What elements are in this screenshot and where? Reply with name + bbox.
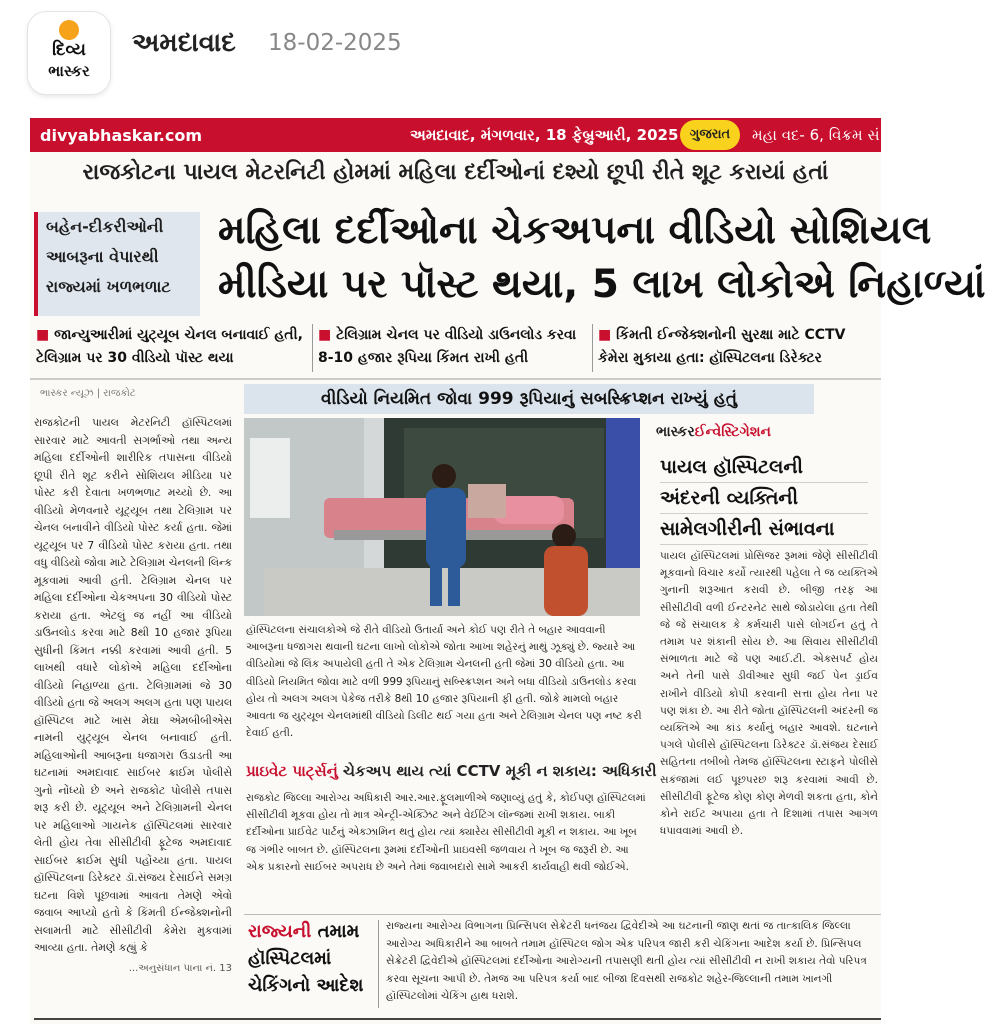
dek-item — [318, 324, 593, 372]
sun-icon — [59, 20, 79, 40]
divider — [34, 1018, 881, 1020]
divider — [312, 324, 313, 372]
cctv-scene-image — [244, 418, 640, 616]
edition-city: અમદાવાદ — [132, 28, 236, 58]
investigation-body: પાયલ હૉસ્પિટલમાં પ્રોસિજર રૂમમાં જેણે સીસીટીવી મૂકવાનો વિચાર કર્યો ત્યારથી પહેલા તે જ વ્યક્તિએ ગુનાની શરૂઆત કરાવી છે. બીજી તરફ આ સીસીટીવી વળી ઈન્ટરનેટ સાથે જોડાયેલા હતા તેથી જે જે સંચાલક કે કર્મચારી પાસે લોગઈન હતું તે તમામ પર શંકાની સોય છે. આ સિવાય સીસીટીવી સંભાળતા માટે જે પણ આઈ.ટી. એક્સપર્ટ હોય અને તેની પાસે ડીવીઆર સુધી જઈ પેન ડ્રાઈવ રાખીને વીડિયો કોપી કરવાની સત્તા હોય તેના પર પણ શંકા છે. આ રીતે જોતા હૉસ્પિટલની અંદરની જ વ્યક્તિએ આ કાંડ કર્યાનું બહાર આવશે. ઘટનાને પગલે પોલીસે હૉસ્પિટલના ડિરેક્ટર ડૉ.સંજય દેસાઈ સહિતના તબીબો તેમજ હૉસ્પિટલના સ્ટાફને પોલીસે સકંજામાં લઈ પૂછપરછ શરૂ કરવામાં આવી છે. સીસીટીવી ફૂટેજ કોણ કોણ મેળવી શકતા હતા, કોને કોને રાઈટ અપાયા હતા તે દિશામાં તપાસ આગળ ધપાવવામાં આવી છે. — [660, 550, 878, 838]
investigation-label-brand: ભાસ્કર — [656, 424, 695, 440]
dateline: અમદાવાદ, મંગળવાર, 18 ફેબ્રુઆરી, 2025 — [410, 126, 679, 144]
newspaper-page[interactable] — [30, 118, 986, 1024]
divider — [30, 378, 881, 380]
investigation-title-line: અંદરની વ્યક્તિની — [660, 483, 868, 514]
side-box — [34, 212, 200, 316]
dek-text: ટેલિગ્રામ ચેનલ પર વીડિયો ડાઉનલોડ કરવા 8-10 હજાર રૂપિયા કિંમત રાખી હતી — [318, 327, 577, 366]
app-header — [0, 0, 881, 104]
side-box-line: બહેન-દીકરીઓની — [46, 217, 164, 236]
bullet-icon: ■ — [36, 327, 55, 343]
dek-item — [598, 324, 873, 372]
bullet-icon: ■ — [598, 327, 617, 343]
divider — [244, 914, 881, 915]
main-headline — [218, 204, 986, 312]
photo-caption: હૉસ્પિટલના સંચાલકોએ જે રીતે વીડિયો ઉતાર્યા અને કોઈ પણ રીતે તે બહાર આવવાની આબરૂના ધજાગરા થવાની ઘટના લાખો લોકોએ જોતા આખા શહેરનું માથું ઝૂક્યું છે. જ્યારે આ વીડિયોમાં જે લિંક અપાયેલી હતી તે એક ટેલિગ્રામ ચેનલની હતી જેમાં 30 વીડિયો હતા. આ વીડિયો નિયમિત જોવા માટે વળી 999 રૂપિયાનું સબ્સ્ક્રિપ્શન અને બધા વીડિયો ડાઉનલોડ કરવા હોય તો અલગ અલગ પેકેજ તરીકે 8થી 10 હજાર રૂપિયાની ફી હતી. જોકે મામલો બહાર આવતા જ યુટ્યૂબ ચેનલમાંથી વીડિયો ડિલીટ થઈ ગયા હતા અને ટેલિગ્રામ ચેનલ પણ નષ્ટ કરી દેવાઈ હતી. — [246, 624, 642, 740]
divider — [378, 920, 379, 1008]
headline-line: મીડિયા પર પૉસ્ટ થયા, 5 લાખ લોકોએ નિહાળ્યાં — [218, 262, 986, 307]
dek-item — [36, 324, 311, 372]
logo-line2: ભાસ્કર — [48, 62, 90, 80]
hindu-calendar-date: મહા વદ- 6, વિક્રમ સં — [752, 126, 880, 144]
section-headline — [246, 762, 657, 780]
bottom-headline — [248, 918, 372, 999]
section-badge: ગુજરાત — [680, 120, 740, 150]
side-box-line: આબરૂના વેપારથી — [46, 247, 159, 266]
bottom-body: રાજ્યના આરોગ્ય વિભાગના પ્રિન્સિપલ સેક્રેટરી ધનંજય દ્વિવેદીએ આ ઘટનાની જાણ થતાં જ તાત્કાલિક જિલ્લા આરોગ્ય અધિકારીને આ બાબતે તમામ હૉસ્પિટલ જોગ એક પરિપત્ર જારી કરી ચેકિંગના આદેશ કર્યા છે. પ્રિન્સિપલ સેક્રેટરી દ્વિવેદીએ હૉસ્પિટલમાં દર્દીઓના આરોગ્યની તપાસણી થતી હોય ત્યાં સીસીટીવી ન રાખી શકાય તેવો પરિપત્ર કરવા સૂચના આપી છે. તેમજ આ પરિપત્ર કર્યા બાદ બીજા દિવસથી રાજકોટ શહેર-જિલ્લાની તમામ ખાનગી હૉસ્પિટલોમાં ચેકિંગ હાથ ધરાશે. — [386, 920, 867, 1003]
article-left-column — [34, 414, 232, 1014]
dek-text: જાન્યુઆરીમાં યુટ્યૂબ ચેનલ બનાવાઈ હતી, ટેલિગ્રામ પર 30 વીડિયો પૉસ્ટ થયા — [36, 327, 303, 366]
article-body: રાજકોટની પાયલ મેટરનિટી હૉસ્પિટલમાં સારવાર માટે આવતી સગર્ભાઓ તથા અન્ય મહિલા દર્દીઓની શારીરિક તપાસના વીડિયો છૂપી રીતે શૂટ કરીને સોશિયલ મીડિયા પર પોસ્ટ કરી દેવાતા ખળભળાટ મચ્યો છે. આ વીડિયો મેળવનારે યૂટ્યૂબ તથા ટેલિગ્રામ પર ચેનલ બનાવીને વીડિયો પોસ્ટ કર્યા હતા. જેમાં યૂટ્યૂબ પર 7 વીડિયો પોસ્ટ કરાયા હતા. તથા વધુ વીડિયો જોવા માટે ટેલિગ્રામ ચેનલની લિન્ક મૂકવામાં આવી હતી. ટેલિગ્રામ ચેનલ પર મહિલા દર્દીઓના ચેકઅપના 30 વીડિયો પોસ્ટ કરાયા હતા. એટલું જ નહીં આ વીડિયો ડાઉનલોડ કરવા માટે 8થી 10 હજાર રૂપિયા સુધીની કિંમત નક્કી કરવામાં આવી હતી. 5 લાખથી વધારે લોકોએ મહિલા દર્દીઓના વીડિયો નિહાળ્યા હતા. ટેલિગ્રામમાં જે 30 વીડિયો હતા જે અલગ અલગ હતા પણ પાયલ હૉસ્પિટલ માટે ખાસ મેઘા એમબીબીએસ નામની યુટ્યૂબ ચેનલ બનાવાઈ હતી. મહિલાઓની આબરૂના ધજાગરા ઉડાડતી આ ઘટનામાં અમદાવાદ સાઈબર ક્રાઈમ પોલીસે ગુનો નોંધ્યો છે અને રાજકોટ પોલીસે તપાસ શરૂ કરી છે. યૂટ્યૂબ અને ટેલિગ્રામની ચેનલ પર મહિલાઓ ગાયનેક હૉસ્પિટલમાં સારવાર લેતી હોય તેવા સીસીટીવી ફૂટેજ અમદાવાદ સાઈબર ક્રાઈમ સુધી પહોંચ્યા હતા. પાયલ હૉસ્પિટલના ડિરેક્ટર ડૉ.સંજય દેસાઈને સમગ્ર ઘટના વિશે પૂછવામાં આવતા તેમણે એવો જવાબ આપ્યો હતો કે કિંમતી ઈન્જેક્શનોની સલામતી માટે સીસીટીવી કેમેરા મુકવામાં આવ્યા હતા. તેમણે કહ્યું કે — [34, 416, 232, 954]
edition-date: 18-02-2025 — [268, 30, 402, 56]
investigation-label — [656, 424, 771, 440]
side-box-line: રાજ્યમાં ખળભળાટ — [46, 277, 171, 296]
section-headline-rest: ચેકઅપ થાય ત્યાં CCTV મૂકી ન શકાય: અધિકારી — [337, 762, 657, 780]
investigation-title — [660, 452, 868, 545]
investigation-title-line: સામેલગીરીની સંભાવના — [660, 514, 868, 545]
cctv-still-photo — [244, 418, 640, 616]
divider — [592, 324, 593, 372]
subheadline: વીડિયો નિયમિત જોવા 999 રૂપિયાનું સબસ્ક્રિપ્શન રાખ્યું હતું — [244, 384, 814, 414]
masthead-strip — [30, 118, 881, 152]
section-headline-red: પ્રાઇવેટ પાર્ટ્સનું — [246, 762, 338, 780]
bottom-headline-red: રાજ્યની — [248, 921, 312, 942]
dek-text: કિંમતી ઈન્જેક્શનોની સુરક્ષા માટે CCTV કેમેરા મુકાયા હતા: હૉસ્પિટલના ડિરેક્ટર — [598, 327, 846, 366]
bottom-headline-rest: તમામ હૉસ્પિટલમાં ચેકિંગનો આદેશ — [248, 921, 364, 996]
bullet-icon: ■ — [318, 327, 337, 343]
divya-bhaskar-logo[interactable] — [28, 12, 110, 94]
byline: ભાસ્કર ન્યૂઝ | રાજકોટ — [40, 388, 136, 399]
section-body: રાજકોટ જિલ્લા આરોગ્ય અધિકારી આર.આર.ફૂલમાળીએ જણાવ્યું હતું કે, કોઈપણ હૉસ્પિટલમાં સીસીટીવી મૂકવા હોય તો માત્ર એન્ટ્રી-એક્ઝિટ અને વેઈટિંગ લૉન્જમાં રાખી શકાય. બાકી દર્દીઓના પ્રાઈવેટ પાર્ટનું એક્ઝામિન થતું હોય ત્યાં ક્યારેય સીસીટીવી મૂકી ન શકાય. આ ખૂબ જ ગંભીર બાબત છે. હૉસ્પિટલના રૂમમાં દર્દીઓની પ્રાઇવસી જળવાય તે ખૂબ જ જરૂરી છે. આ એક પ્રકારનો સાઈબર અપરાધ છે અને તેમાં જવાબદારો સામે આકરી કાર્યવાહી થવી જોઈએ. — [246, 792, 646, 873]
continued-note: ...અનુસંધાન પાના નં. 13 — [128, 962, 232, 974]
kicker-headline: રાજકોટના પાયલ મેટરનિટી હોમમાં મહિલા દર્દીઓનાં દશ્યો છૂપી રીતે શૂટ કરાયાં હતાં — [82, 160, 829, 185]
site-url: divyabhaskar.com — [40, 126, 203, 145]
investigation-label-red: ઈન્વેસ્ટિગેશન — [694, 424, 771, 440]
logo-line1: દિવ્ય — [52, 40, 86, 60]
headline-line: મહિલા દર્દીઓના ચેકઅપના વીડિયો સોશિયલ — [218, 208, 932, 253]
investigation-title-line: પાયલ હૉસ્પિટલની — [660, 452, 868, 483]
